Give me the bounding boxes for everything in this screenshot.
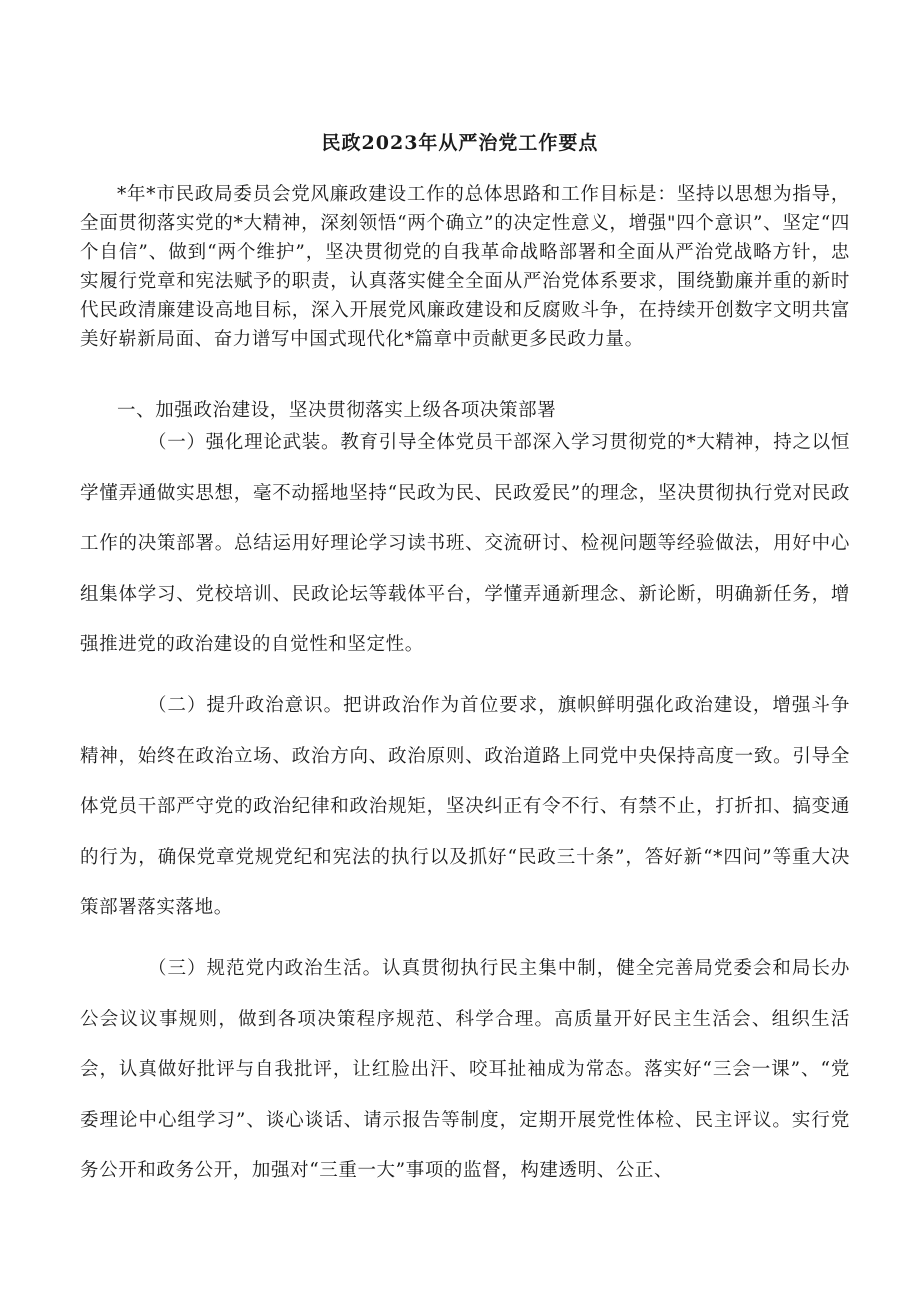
intro-paragraph: *年*市民政局委员会党风廉政建设工作的总体思路和工作目标是：坚持以思想为指导，全面贯彻落实党的*大精神，深刻领悟“两个确立”的决定性意义，增强"四个意识”、坚定“四个自信”、做到“两个维护”，坚决贯彻党的自我革命战略部署和全面从严治党战略方针，忠实履行党章和宪法赋予的职责，认真落实健全全面从严治党体系要求，围绕勤廉并重的新时代民政清廉建设高地目标，深入开展党风廉政建设和反腐败斗争，在持续开创数字文明共富美好崭新局面、奋力谱写中国式现代化*篇章中贡献更多民政力量。 <box>80 184 850 350</box>
section-heading-1: 一、加强政治建设，坚决贯彻落实上级各项决策部署 <box>117 400 557 421</box>
paragraph-theory-armament: （一）强化理论武装。教育引导全体党员干部深入学习贯彻党的*大精神，持之以恒学懂弄通做实思想，毫不动摇地坚持“民政为民、民政爱民”的理念，坚决贯彻执行党对民政工作的决策部署。总结运用好理论学习读书班、交流研讨、检视问题等经验做法，用好中心组集体学习、党校培训、民政论坛等载体平台，学懂弄通新理念、新论断，明确新任务，增强推进党的政治建设的自觉性和坚定性。 <box>80 432 850 655</box>
paragraph-party-political-life: （三）规范党内政治生活。认真贯彻执行民主集中制，健全完善局党委会和局长办公会议议事规则，做到各项决策程序规范、科学合理。高质量开好民主生活会、组织生活会，认真做好批评与自我批评，让红脸出汗、咬耳扯袖成为常态。落实好“三会一课”、“党委理论中心组学习”、谈心谈话、请示报告等制度，定期开展党性体检、民主评议。实行党务公开和政务公开，加强对“三重一大”事项的监督，构建透明、公正、 <box>80 958 850 1181</box>
document-title: 民政2023年从严治党工作要点 <box>321 132 599 154</box>
paragraph-political-awareness: （二）提升政治意识。把讲政治作为首位要求，旗帜鲜明强化政治建设，增强斗争精神，始终在政治立场、政治方向、政治原则、政治道路上同党中央保持高度一致。引导全体党员干部严守党的政治纪律和政治规矩，坚决纠正有令不行、有禁不止，打折扣、搞变通的行为，确保党章党规党纪和宪法的执行以及抓好“民政三十条”，答好新“*四问”等重大决策部署落实落地。 <box>80 695 850 918</box>
